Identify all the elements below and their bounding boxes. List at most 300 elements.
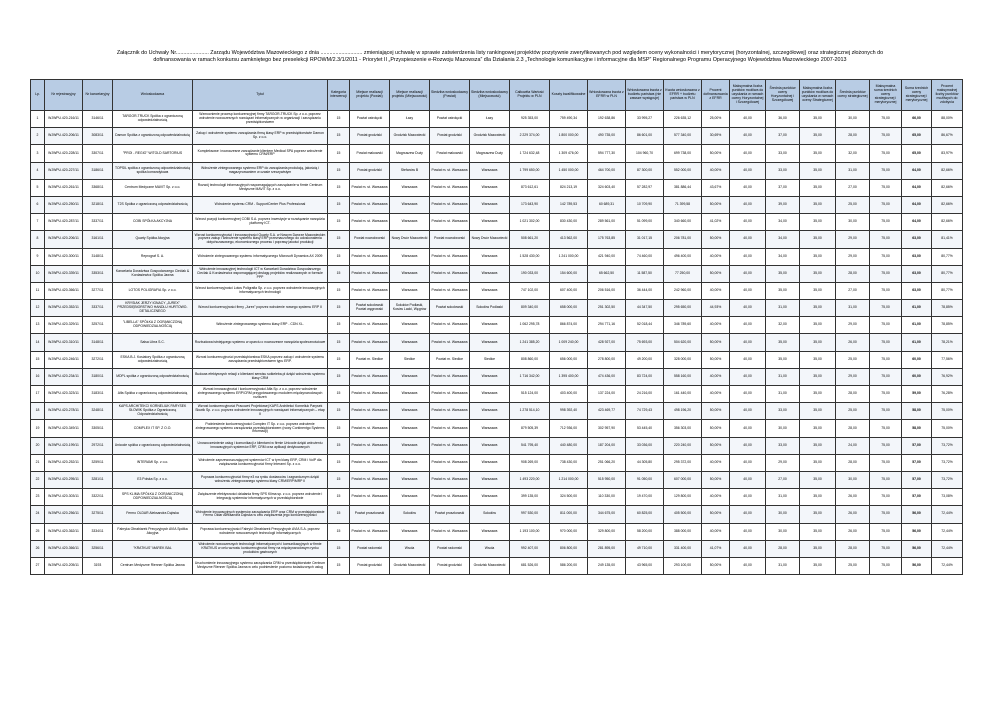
table-cell: 18 [31, 403, 45, 420]
table-cell: 490 735,00 [588, 128, 626, 145]
table-cell: 40,00% [702, 317, 730, 334]
table-cell: 1 493 220,00 [510, 471, 550, 488]
table-row [31, 334, 963, 351]
table-cell: 78,85% [932, 300, 963, 317]
table-cell: Warszawa [470, 248, 510, 265]
table-cell: 15 [328, 351, 350, 368]
column-header: Kategoria interwencji [328, 80, 350, 111]
table-cell: 879 505,39 [510, 420, 550, 437]
table-cell: 75,00 [870, 420, 902, 437]
table-cell: 206 781,00 [664, 231, 702, 248]
table-cell: 26,00 [836, 523, 870, 540]
table-row [31, 265, 963, 282]
table-cell: Powiat m. st. Warszawa [430, 162, 470, 179]
table-cell: 35,00 [800, 128, 836, 145]
table-cell: 10 709,90 [626, 196, 664, 213]
table-cell: Powiat m. st. Warszawa [430, 386, 470, 403]
table-cell: 75,00 [870, 403, 902, 420]
table-cell: 75,00 [870, 282, 902, 299]
table-cell: 992 407,00 [510, 540, 550, 557]
table-cell: 57,00 [902, 454, 932, 471]
table-cell: 192 638,86 [588, 111, 626, 128]
table-cell: Sokołów Podlaski [470, 300, 510, 317]
table-cell: 17 [31, 386, 45, 403]
table-cell: 558 160,00 [664, 368, 702, 385]
table-cell: Powiat m. st. Warszawa [430, 196, 470, 213]
table-cell: Warszawa [390, 471, 430, 488]
table-cell: Rozbudowa istniejącego systemu w oparciu o nowoczesne narzędzia społecznościowe [193, 334, 328, 351]
table-cell: Warszawa [470, 420, 510, 437]
table-cell: Warszawa [390, 437, 430, 454]
table-cell: 329 800,00 [588, 523, 626, 540]
table-cell: 998 392,40 [550, 403, 588, 420]
table-cell: 75,00 [870, 368, 902, 385]
table-cell: 35,00 [800, 162, 836, 179]
table-cell: Warszawa [390, 386, 430, 403]
table-cell: 50,00% [702, 351, 730, 368]
table-cell: 249 135,00 [588, 557, 626, 574]
column-header: Procent maksymalnej liczby punktów możliwych do zdobycia [932, 80, 963, 111]
table-cell: Warszawa [470, 454, 510, 471]
table-cell: Sokołów [470, 506, 510, 523]
table-cell: 50,00% [702, 231, 730, 248]
table-cell: 1 724 632,48 [510, 145, 550, 162]
table-cell: Powiat m. st. Warszawa [350, 471, 390, 488]
table-row [31, 248, 963, 265]
table-cell: ESKA B.J. Kosiatory Spółka z ograniczoną odpowiedzialnością [113, 351, 193, 368]
table-cell: 25 [31, 523, 45, 540]
table-cell: Powiat m. st. Warszawa [430, 437, 470, 454]
column-header: Koszty kwalifikowalne [550, 80, 588, 111]
table-cell: 3193 [83, 557, 113, 574]
table-cell: Powiat m. st. Warszawa [350, 334, 390, 351]
table-cell: 293 100,00 [664, 557, 702, 574]
table-cell: WJWPU.420-206/11 [45, 231, 83, 248]
table-cell: 82,66% [932, 214, 963, 231]
table-cell: 86 601,00 [626, 128, 664, 145]
table-cell: 3256/11 [83, 540, 113, 557]
table-cell: 161 440,00 [664, 386, 702, 403]
table-cell: 40,00 [730, 368, 766, 385]
table-cell: 28,00 [836, 128, 870, 145]
table-cell: 220 240,00 [664, 437, 702, 454]
table-cell: Powiat m. st. Warszawa [430, 489, 470, 506]
table-row [31, 420, 963, 437]
table-cell: 3353/11 [83, 265, 113, 282]
table-cell: 75,00 [870, 111, 902, 128]
table-cell: 35,00 [800, 523, 836, 540]
table-cell: Warszawa [390, 179, 430, 196]
table-cell: Warszawa [470, 523, 510, 540]
ranking-table [30, 79, 963, 575]
table-row [31, 506, 963, 523]
table-cell: 340 660,00 [664, 214, 702, 231]
table-cell: 30,00 [836, 111, 870, 128]
table-cell: 31,00 [836, 300, 870, 317]
column-header: Maksymalna liczba punktów możliwa do uzyskania w ramach oceny Strategicznej [800, 80, 836, 111]
table-cell: COMPLEX IT SP. Z O.O. [113, 420, 193, 437]
table-cell: Warszawa [470, 471, 510, 488]
table-cell: Reprograf S. A. [113, 248, 193, 265]
table-cell: 43 965,00 [626, 557, 664, 574]
table-cell: 44 347,50 [626, 300, 664, 317]
table-cell: 925 353,00 [510, 111, 550, 128]
table-cell: 15 [328, 214, 350, 231]
table-cell: Powiat m. st. Warszawa [350, 368, 390, 385]
table-cell: 747 102,00 [510, 282, 550, 299]
table-cell: WJWPU.420-303/11 [45, 489, 83, 506]
table-cell: 40,00% [702, 248, 730, 265]
table-cell: 25,00 [836, 557, 870, 574]
table-cell: 25,00% [702, 111, 730, 128]
table-cell: 15 [328, 334, 350, 351]
column-header: Średnia punktów oceny Horyzontalnej i Szczegółowej [766, 80, 800, 111]
table-cell: 9 [31, 248, 45, 265]
table-cell: 281 895,00 [588, 540, 626, 557]
table-cell: 251 302,50 [588, 300, 626, 317]
table-cell: 37,00 [766, 128, 800, 145]
table-cell: Wdrożenie systemu CRM - SupportCenter Plus Professional [193, 196, 328, 213]
table-cell: 5 [31, 179, 45, 196]
table-cell: 3334/11 [83, 523, 113, 540]
table-cell: Warszawa [390, 523, 430, 540]
table-cell: Wzmocnienie procesp konkurencyjnej firmy TARGOR-TRUCK Sp. z o.o. poprzez wdrożenie nowoczesnych rozwiązań informatycznych w organizacji i zarządzaniu przedsiębiorstwem [193, 111, 328, 128]
table-cell: 64,00 [902, 196, 932, 213]
table-cell: 28,00 [836, 420, 870, 437]
table-cell: Warszawa [470, 489, 510, 506]
table-cell: 66,00 [902, 111, 932, 128]
table-cell: Powiat sokołowski Powiat węgrowski [350, 300, 390, 317]
table-cell: 40,00 [730, 403, 766, 420]
table-cell: 60 689,31 [588, 196, 626, 213]
table-cell: 33,00 [766, 145, 800, 162]
table-cell: Powiat pruszkowski [350, 506, 390, 523]
table-cell: Powiat m. st. Warszawa [350, 420, 390, 437]
table-cell: 60,00 [902, 351, 932, 368]
table-cell: Powiat m. st. Warszawa [350, 265, 390, 282]
document-title [60, 50, 940, 64]
table-cell: 74 460,00 [626, 248, 664, 265]
table-cell: 51 099,00 [626, 214, 664, 231]
table-cell: Salsa Libra S.C. [113, 334, 193, 351]
table-cell: 504 620,00 [664, 334, 702, 351]
table-cell: 35,00 [800, 145, 836, 162]
table-cell: 1 241 385,20 [510, 334, 550, 351]
table-row [31, 403, 963, 420]
table-cell: 25,00 [836, 196, 870, 213]
table-cell: 3148/11 [83, 334, 113, 351]
table-cell: 21 [31, 454, 45, 471]
table-cell: 91 050,00 [626, 471, 664, 488]
table-cell: 699 738,00 [664, 145, 702, 162]
table-cell: 36,00 [766, 111, 800, 128]
table-cell: 908 269,00 [510, 454, 550, 471]
table-cell: 1 278 514,10 [510, 403, 550, 420]
table-cell: Stefanów B [390, 162, 430, 179]
table-cell: 75,00 [870, 351, 902, 368]
table-cell: Powiat m. st. Warszawa [350, 454, 390, 471]
table-cell: WJWPU.420-295/11 [45, 471, 83, 488]
table-cell: 72,44% [932, 523, 963, 540]
table-cell: 40,00 [730, 300, 766, 317]
table-cell: 34,00 [766, 231, 800, 248]
table-cell: 40,00 [730, 540, 766, 557]
table-cell: WJWPU.420-234/11 [45, 368, 83, 385]
table-cell: Sokołów [390, 506, 430, 523]
table-cell: 3248/11 [83, 403, 113, 420]
table-cell: 14 [31, 334, 45, 351]
table-cell: Wdrożenie zaprzewoszczającymi systemów ICT w tym klasy ERP, CRM i VoIP dla zwiększania konkurencyjności firmy Interami Sp. z o.o. [193, 454, 328, 471]
column-header: Nr kancelaryjny [83, 80, 113, 111]
table-cell: 35,00 [800, 506, 836, 523]
table-cell: 35,00 [766, 351, 800, 368]
table-cell: WJWPU.420-352/11 [45, 300, 83, 317]
table-cell: 3322/11 [83, 489, 113, 506]
table-cell: 251 066,20 [588, 454, 626, 471]
table-cell: Uruchomienie innowacyjnego systemu zarządzania CRM w przedsiębiorstwie Centrum Medyczne Rienner Spółka Jawna w celu podniesienie poziomu świadczonych usług [193, 557, 328, 574]
table-cell: 413 562,00 [550, 231, 588, 248]
table-cell: 52 018,44 [626, 317, 664, 334]
table-cell: 464 700,00 [588, 162, 626, 179]
table-cell: 129 800,00 [664, 489, 702, 506]
table-cell: 1 450 000,00 [550, 162, 588, 179]
table-cell: 3161/11 [83, 231, 113, 248]
table-cell: 53 445,40 [626, 420, 664, 437]
table-cell: 40,00 [730, 489, 766, 506]
table-cell: 3305/11 [83, 420, 113, 437]
column-header: Procent dofinansowania z EFRR [702, 80, 730, 111]
table-cell: 498 196,20 [664, 403, 702, 420]
table-cell: TARGOR-TRUCK Spółka z ograniczoną odpowiedzialnością [113, 111, 193, 128]
table-cell: 3218/11 [83, 196, 113, 213]
table-cell: 31 017,15 [626, 231, 664, 248]
table-cell: Wsola [390, 540, 430, 557]
table-cell: Powiat m. Siedlce [350, 351, 390, 368]
table-cell: 26,00 [836, 334, 870, 351]
table-cell: WJWPU.420-329/11 [45, 317, 83, 334]
table-cell: 35,00 [800, 437, 836, 454]
table-cell: 4 [31, 162, 45, 179]
table-cell: Warszawa [390, 265, 430, 282]
table-cell: Kompleksowe i nowoczesne zarządzanie klientem Medical SPA poprzez wdrożenie systemu CRM/ERP [193, 145, 328, 162]
table-cell: 61,00 [902, 334, 932, 351]
table-cell: 87 300,00 [626, 162, 664, 179]
table-cell: 58,00 [902, 403, 932, 420]
table-cell: 31,00 [836, 162, 870, 179]
table-cell: 77,56% [932, 351, 963, 368]
column-header: Miejsce realizacji projektu (Miejscowość) [390, 80, 430, 111]
column-header: Wnioskodawca [113, 80, 193, 111]
table-row [31, 523, 963, 540]
table-cell: 681 526,00 [510, 557, 550, 574]
table-cell: 29,00 [766, 454, 800, 471]
table-cell: 11 587,50 [626, 265, 664, 282]
table-cell: 15 [328, 265, 350, 282]
table-cell: 15 [328, 196, 350, 213]
table-cell: WJWPU.420-349/11 [45, 420, 83, 437]
table-cell: 73,08% [932, 489, 963, 506]
table-row [31, 231, 963, 248]
table-cell: 289 561,00 [588, 214, 626, 231]
table-cell: Kancelaria Doradztwa Gospodarczego Ciećlak & Kordasiewicz Spółka Jawna [113, 265, 193, 282]
table-cell: 2 229 374,00 [510, 128, 550, 145]
table-cell: 56,00 [902, 557, 932, 574]
table-cell: WJWPU.420-205/11 [45, 557, 83, 574]
table-cell: Powiat sokołowski [430, 300, 470, 317]
table-cell: 3272/11 [83, 351, 113, 368]
table-cell: 56,00 [902, 540, 932, 557]
table-cell: 78,85% [932, 317, 963, 334]
table-cell: 190 033,00 [510, 265, 550, 282]
table-cell: 75,00 [870, 128, 902, 145]
table-cell: Warszawa [390, 334, 430, 351]
table-cell: 80,77% [932, 248, 963, 265]
table-cell: 75 693,00 [626, 334, 664, 351]
table-cell: 35,00 [800, 540, 836, 557]
table-cell: Warszawa [390, 368, 430, 385]
table-cell: 40,00 [730, 334, 766, 351]
table-cell: 866 874,00 [550, 317, 588, 334]
table-cell: 75,00 [870, 557, 902, 574]
table-cell: 15 [328, 471, 350, 488]
table-cell: 29,00 [836, 248, 870, 265]
table-cell: 381 886,44 [664, 179, 702, 196]
table-cell: 72,44% [932, 557, 963, 574]
table-cell: 35,00 [800, 471, 836, 488]
table-cell: 35,00 [800, 300, 836, 317]
table-cell: 40,00 [730, 420, 766, 437]
table-cell: 7 [31, 214, 45, 231]
table-cell: 40,00% [702, 368, 730, 385]
table-cell: 324 500,00 [550, 489, 588, 506]
table-cell: 56,00 [902, 523, 932, 540]
column-header: Średnia punktów oceny strategicznej [836, 80, 870, 111]
table-cell: 65,00 [902, 128, 932, 145]
table-cell: 421 940,00 [588, 248, 626, 265]
table-cell: 515 124,00 [510, 386, 550, 403]
table-cell: 34,00 [766, 248, 800, 265]
table-cell: 40,00% [702, 386, 730, 403]
table-cell: Powiat grodziski [430, 128, 470, 145]
table-cell: WJWPU.420-252/11 [45, 454, 83, 471]
table-cell: 49 710,00 [626, 540, 664, 557]
table-cell: 712 936,00 [550, 420, 588, 437]
table-cell: Wdrożenie innowacyjnych systemów zarządzania ERP oraz CRM w przedsiębiorstwie Fermo Oldar Aleksandra Dąbska w celu zwiększenia jego konkurencyjności [193, 506, 328, 523]
table-cell: 50,00% [702, 196, 730, 213]
table-cell: 15 [328, 162, 350, 179]
table-cell: 33,00 [766, 437, 800, 454]
table-cell: Warszawa [390, 489, 430, 506]
table-cell: 24 [31, 506, 45, 523]
table-cell: Siedlce [390, 351, 430, 368]
table-cell: 295 650,00 [664, 300, 702, 317]
table-cell: 1 800 000,00 [550, 128, 588, 145]
table-cell: Powiat m. st. Warszawa [350, 282, 390, 299]
table-cell: 75,00 [870, 523, 902, 540]
table-cell: 423 469,77 [588, 403, 626, 420]
table-cell: Wdrożenie nowoczesnych technologii informatycznych i komunikacyjnych w firmie KRATKUS w celu wzrostu konkurencyjności firmy na międzynarodowym rynku produktów gastrowych [193, 540, 328, 557]
table-cell: Grodzisk Mazowiecki [470, 557, 510, 574]
table-cell: 50,00% [702, 437, 730, 454]
table-cell: 15 [328, 145, 350, 162]
table-cell: Warszawa [390, 196, 430, 213]
table-cell: 1 214 000,00 [550, 471, 588, 488]
table-cell: SPS KLIMA SPÓŁKA Z OGRANICZONĄ ODPOWIEDZIALNOŚCIĄ [113, 489, 193, 506]
table-cell: 824 213,19 [550, 179, 588, 196]
table-cell: 13 [31, 317, 45, 334]
table-cell: 75,00 [870, 179, 902, 196]
table-cell: 759 490,34 [550, 111, 588, 128]
table-cell: 50,00% [702, 557, 730, 574]
table-cell: 30,00 [766, 523, 800, 540]
table-cell: Centrum Medyczne MAVIT Sp. z o.o. [113, 179, 193, 196]
table-cell: Łazy [390, 111, 430, 128]
column-header: Wnioskowana kwota z EFRR w PLN [588, 80, 626, 111]
table-cell: Wdrożenie zintegrowanego systemu informatycznego Microsoft Dynamics AX 2009 [193, 248, 328, 265]
table-cell: 35,00 [800, 265, 836, 282]
table-cell: 35,00 [800, 317, 836, 334]
table-cell: 23 [31, 489, 45, 506]
table-cell: 40,00% [702, 489, 730, 506]
table-cell: Warszawa [470, 196, 510, 213]
table-cell: 40,00 [730, 454, 766, 471]
table-cell: "LIBELLA" SPÓŁKA Z OGRANICZONĄ ODPOWIEDZIALNOŚCIĄ [113, 317, 193, 334]
table-cell: 50,00% [702, 471, 730, 488]
table-cell: 15 [328, 386, 350, 403]
column-header: Maksymalna liczba punktów możliwa do uzyskania w ramach oceny Horyzontalnej i Szczegółowej [730, 80, 766, 111]
table-cell: 40,00 [730, 162, 766, 179]
table-cell: Powiat m. st. Warszawa [430, 317, 470, 334]
table-cell: 35,00 [800, 420, 836, 437]
title-line-1: Załącznik do Uchwały Nr...................... Zarządu Województwa Mazowieckiego z dnia ............................ zmieniającej uchwałę w sprawie zatwierdzenia listy rankingowej projektów pozytywnie zweryfikowanych pod względem oceny wykonalności i merytorycznej (horyzontalnej, szczegółowej) oraz strategicznej złożonych do [116, 50, 884, 56]
table-cell: 83,97% [932, 145, 963, 162]
table-cell: 19 [31, 420, 45, 437]
column-header: Całkowita Wartość Projektu w PLN [510, 80, 550, 111]
table-cell: Powiat m. st. Warszawa [350, 437, 390, 454]
table-cell: 28,00 [836, 386, 870, 403]
table-cell: Wdrożenie zintegrowanego systemu ERP do zarządzania produkcją, jakością i magazynowaniem w czasie rzeczywistym [193, 162, 328, 179]
table-cell: 15 [328, 523, 350, 540]
table-cell: 32,00 [766, 317, 800, 334]
table-cell: 428 927,00 [588, 334, 626, 351]
table-cell: 137 224,00 [588, 386, 626, 403]
table-cell: 35,00 [800, 111, 836, 128]
table-cell: 86,67% [932, 128, 963, 145]
table-cell: 88,00% [932, 111, 963, 128]
table-row [31, 317, 963, 334]
table-cell: 175 763,85 [588, 231, 626, 248]
column-header: Lp. [31, 80, 45, 111]
table-cell: WJWPU.420-199/11 [45, 437, 83, 454]
table-cell: 346 789,60 [664, 317, 702, 334]
table-cell: WJWPU.420-287/11 [45, 214, 83, 231]
table-cell: WJWPU.420-261/11 [45, 179, 83, 196]
table-cell: 806 800,00 [550, 540, 588, 557]
table-cell: 3186/11 [83, 162, 113, 179]
table-cell: 15 [328, 368, 350, 385]
table-cell: Alfa Spółka z ograniczoną odpowiedzialnością [113, 386, 193, 403]
column-header: Wnioskowana kwota z budżetu państwa (nie zawsze występuje) [626, 80, 664, 111]
table-cell: 74 729,43 [626, 403, 664, 420]
table-cell: Warszawa [470, 334, 510, 351]
table-cell: 75,00 [870, 162, 902, 179]
table-cell: 35,00 [800, 282, 836, 299]
table-cell: 873 612,61 [510, 179, 550, 196]
table-cell: TOPSIL spółka z ograniczoną odpowiedzialnością spółka komandytowa [113, 162, 193, 179]
table-row [31, 128, 963, 145]
table-cell: Warszawa [470, 162, 510, 179]
table-cell: Powiat m. st. Warszawa [350, 248, 390, 265]
